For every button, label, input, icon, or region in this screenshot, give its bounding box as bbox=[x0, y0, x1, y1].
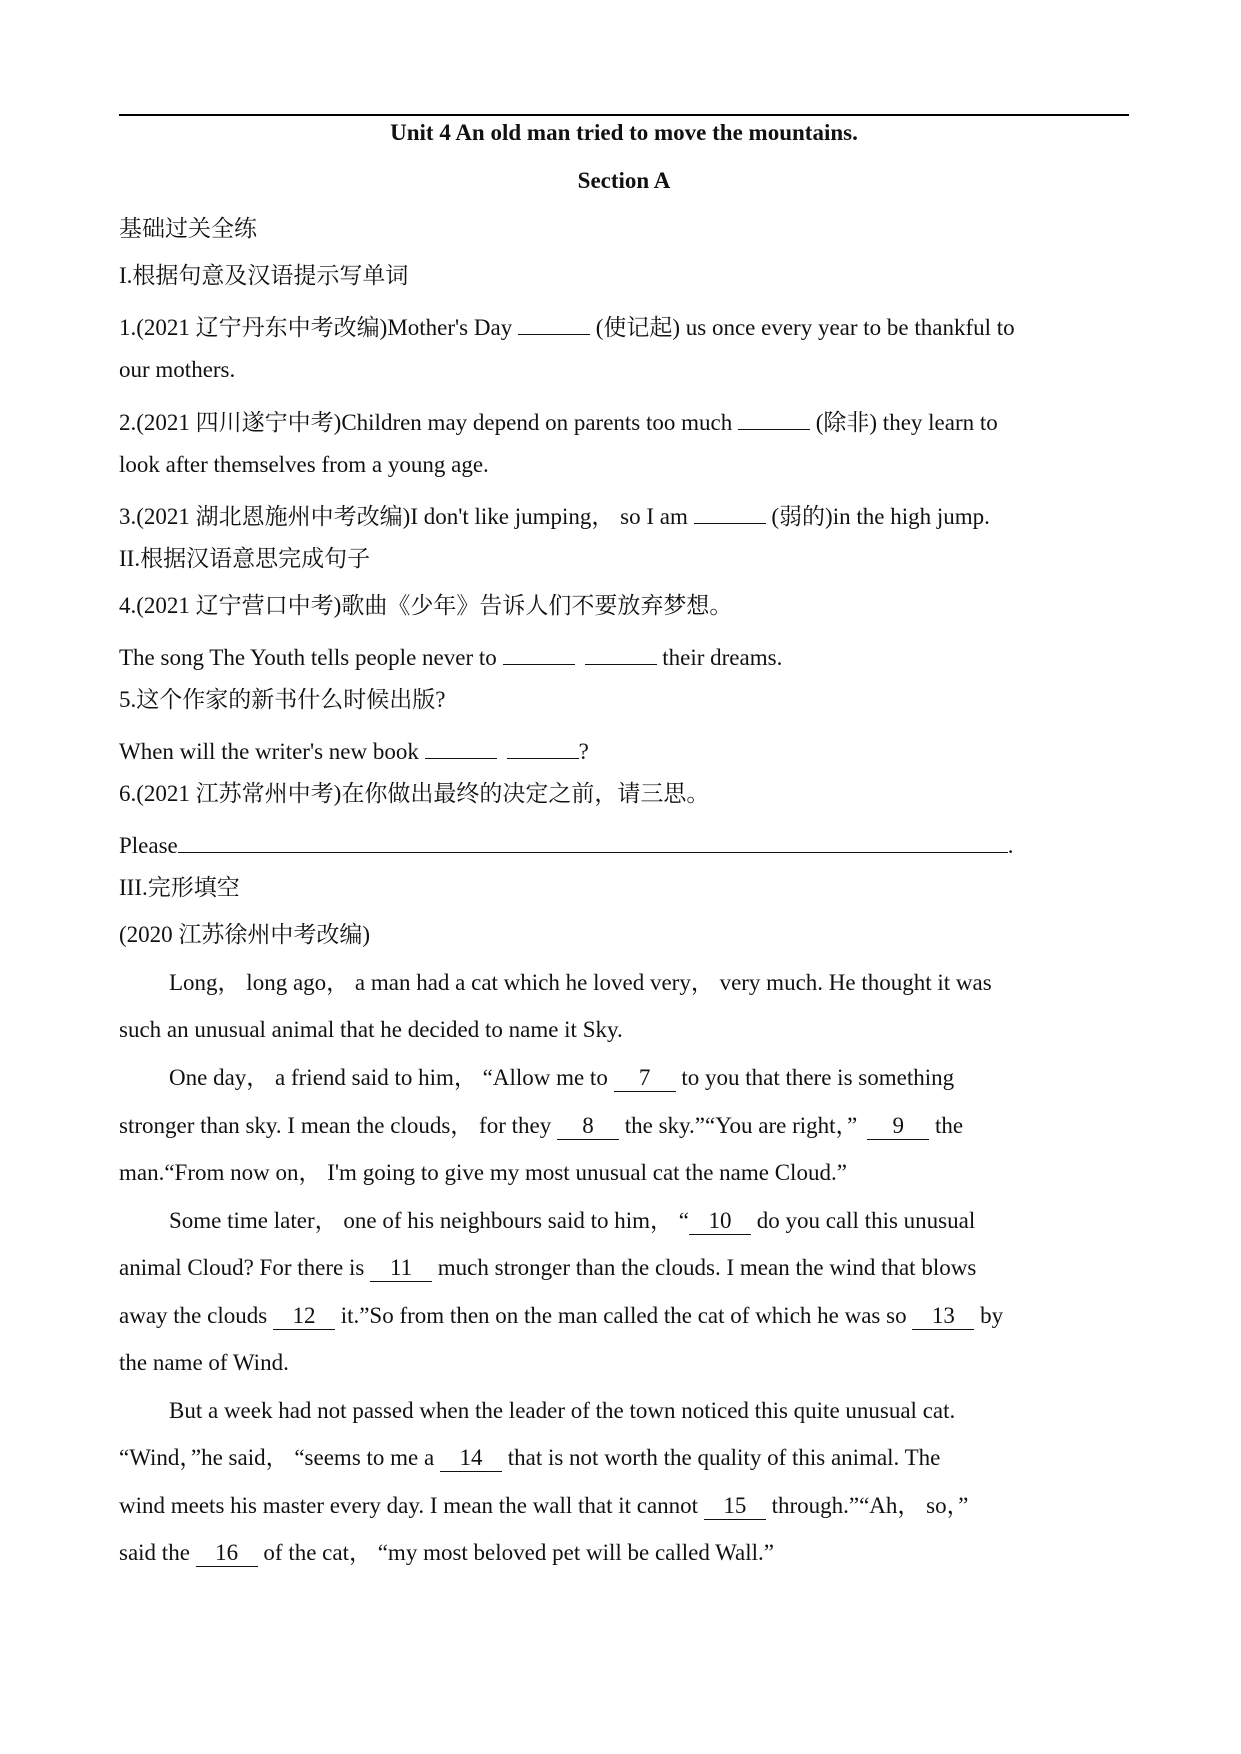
cloze-blank-15[interactable]: 15 bbox=[704, 1493, 766, 1520]
question-1: 1.(2021 辽宁丹东中考改编)Mother's Day (使记起) us once every year to be thankful to bbox=[119, 308, 1015, 338]
part1-heading: I.根据句意及汉语提示写单词 bbox=[119, 263, 409, 288]
answer-blank[interactable] bbox=[425, 732, 497, 759]
answer-blank[interactable] bbox=[503, 638, 575, 665]
passage-line: Some time later， one of his neighbours said to him， “ 10 do you call this unusual bbox=[169, 1208, 976, 1233]
part3-heading: III.完形填空 bbox=[119, 875, 240, 900]
header-rule bbox=[119, 114, 1129, 116]
cloze-blank-8[interactable]: 8 bbox=[557, 1113, 619, 1140]
answer-blank[interactable] bbox=[738, 403, 810, 430]
answer-blank[interactable] bbox=[585, 638, 657, 665]
cloze-blank-13[interactable]: 13 bbox=[912, 1303, 974, 1330]
question-1-cont: our mothers. bbox=[119, 357, 236, 382]
answer-blank[interactable] bbox=[694, 497, 766, 524]
section-title: Section A bbox=[577, 168, 671, 193]
question-6-cn: 6.(2021 江苏常州中考)在你做出最终的决定之前，请三思。 bbox=[119, 781, 710, 806]
passage-line: away the clouds 12 it.”So from then on the man called the cat of which he was so 13 by bbox=[119, 1303, 1004, 1328]
unit-title: Unit 4 An old man tried to move the mountains. bbox=[390, 120, 858, 145]
cloze-blank-12[interactable]: 12 bbox=[273, 1303, 335, 1330]
answer-blank-long[interactable] bbox=[178, 826, 1008, 853]
passage-line: animal Cloud? For there is 11 much stronger than the clouds. I mean the wind that blows bbox=[119, 1255, 977, 1280]
question-2: 2.(2021 四川遂宁中考)Children may depend on parents too much (除非) they learn to bbox=[119, 403, 998, 433]
question-4-cn: 4.(2021 辽宁营口中考)歌曲《少年》告诉人们不要放弃梦想。 bbox=[119, 593, 733, 618]
question-2-cont: look after themselves from a young age. bbox=[119, 452, 489, 477]
question-5: When will the writer's new book ? bbox=[119, 732, 589, 762]
passage-line: said the 16 of the cat， “my most beloved pet will be called Wall.” bbox=[119, 1540, 774, 1565]
passage-line: But a week had not passed when the leader of the town noticed this quite unusual cat. bbox=[169, 1398, 956, 1423]
cloze-blank-7[interactable]: 7 bbox=[614, 1065, 676, 1092]
cloze-blank-10[interactable]: 10 bbox=[689, 1208, 751, 1235]
part-label: 基础过关全练 bbox=[119, 216, 257, 241]
cloze-blank-14[interactable]: 14 bbox=[440, 1445, 502, 1472]
cloze-blank-11[interactable]: 11 bbox=[370, 1255, 432, 1282]
passage-line: wind meets his master every day. I mean the wall that it cannot 15 through.”“Ah， so，” bbox=[119, 1493, 969, 1518]
question-6: Please . bbox=[119, 826, 1014, 856]
passage-line: One day， a friend said to him， “Allow me to 7 to you that there is something bbox=[169, 1065, 955, 1090]
answer-blank[interactable] bbox=[507, 732, 579, 759]
passage-line: the name of Wind. bbox=[119, 1350, 289, 1375]
answer-blank[interactable] bbox=[518, 308, 590, 335]
passage-line: “Wind，”he said， “seems to me a 14 that is not worth the quality of this animal. The bbox=[119, 1445, 941, 1470]
passage-line: stronger than sky. I mean the clouds， for they 8 the sky.”“You are right，” 9 the bbox=[119, 1113, 964, 1138]
question-4: The song The Youth tells people never to their dreams. bbox=[119, 638, 782, 668]
cloze-blank-16[interactable]: 16 bbox=[196, 1540, 258, 1567]
passage-line: man.“From now on， I'm going to give my most unusual cat the name Cloud.” bbox=[119, 1160, 847, 1185]
passage-line: Long， long ago， a man had a cat which he loved very， very much. He thought it was bbox=[169, 970, 992, 995]
cloze-blank-9[interactable]: 9 bbox=[867, 1113, 929, 1140]
part3-source: (2020 江苏徐州中考改编) bbox=[119, 922, 371, 947]
part2-heading: II.根据汉语意思完成句子 bbox=[119, 546, 371, 571]
question-5-cn: 5.这个作家的新书什么时候出版? bbox=[119, 687, 446, 712]
question-3: 3.(2021 湖北恩施州中考改编)I don't like jumping， so I am (弱的)in the high jump. bbox=[119, 497, 990, 527]
passage-line: such an unusual animal that he decided to name it Sky. bbox=[119, 1017, 623, 1042]
